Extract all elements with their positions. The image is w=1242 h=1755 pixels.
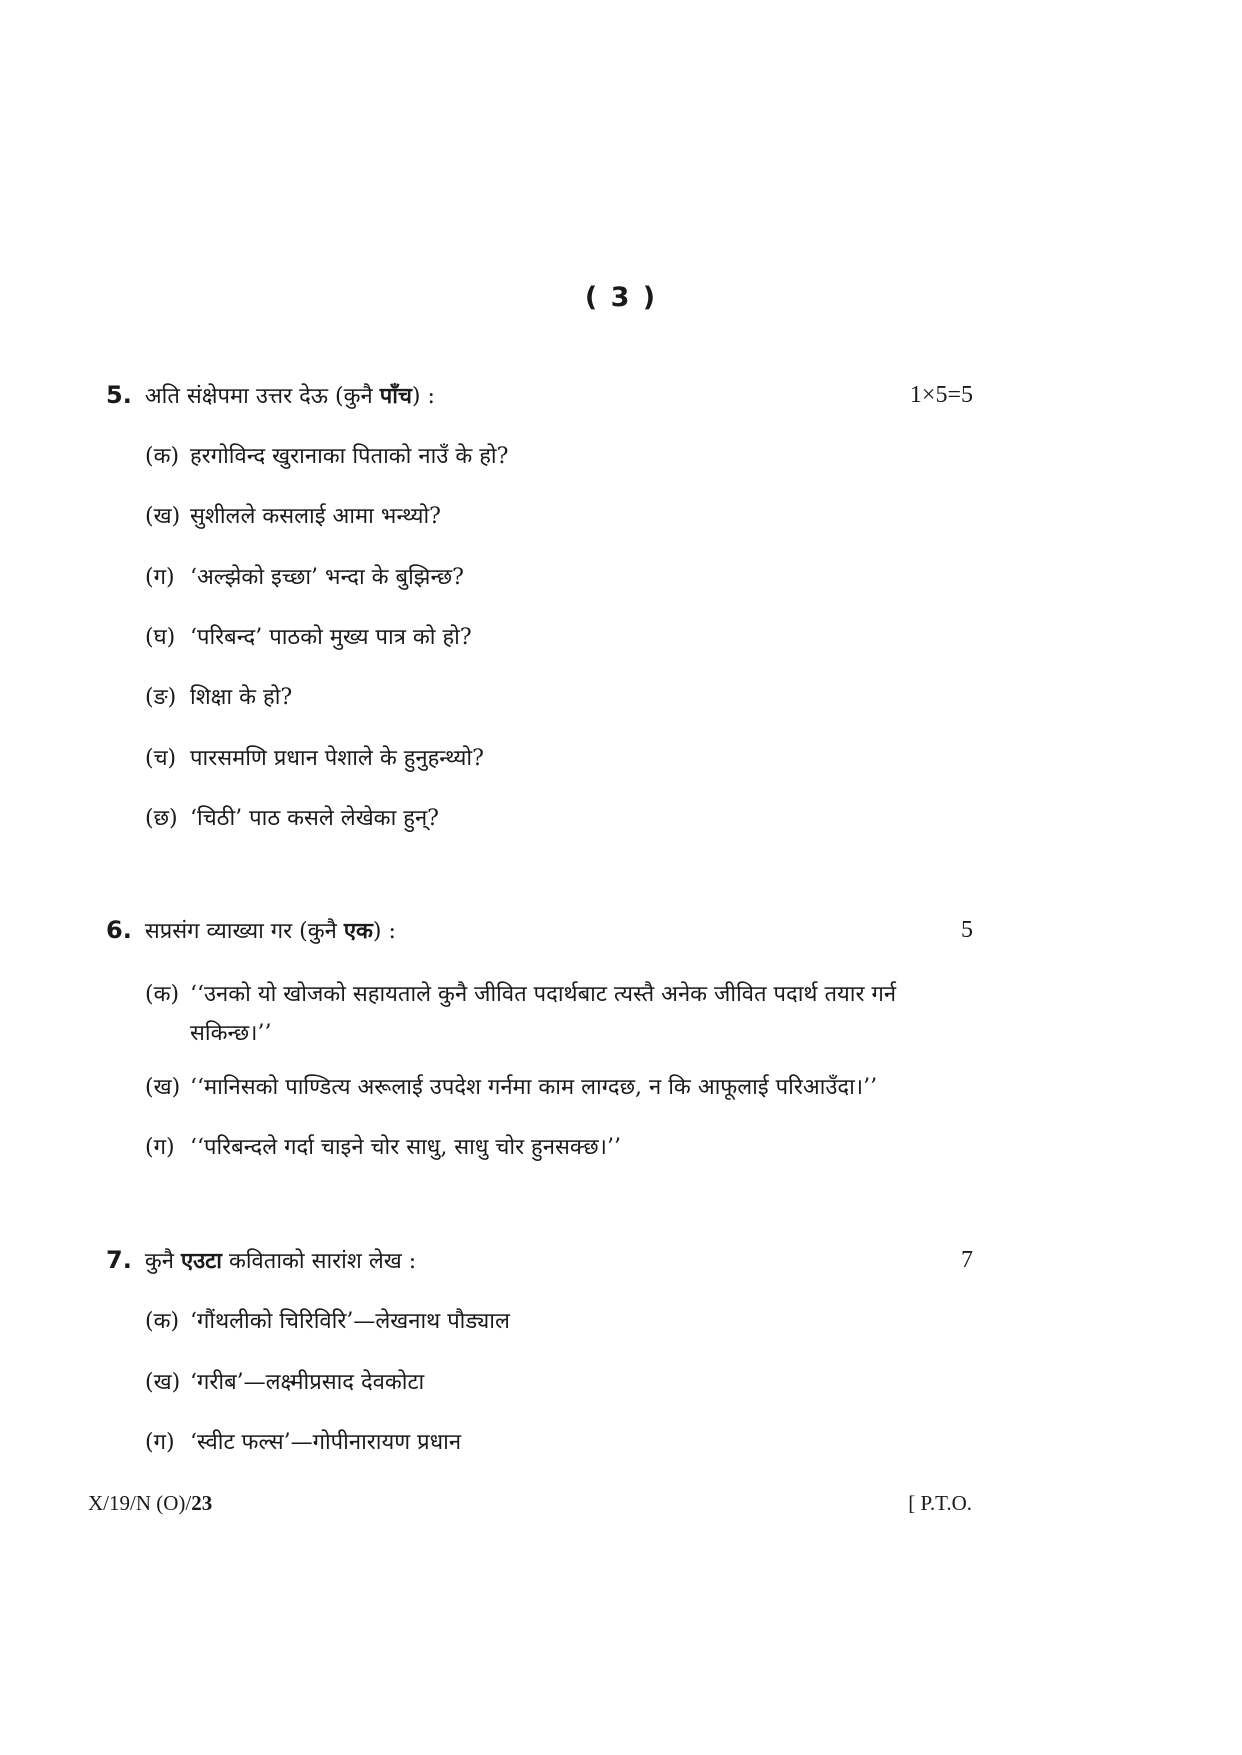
item-text: ‘‘परिबन्दले गर्दा चाइने चोर साधु, साधु चोर हुनसक्छ।’’ bbox=[190, 1135, 621, 1160]
question-number: 7. bbox=[106, 1246, 132, 1274]
question-prompt: सप्रसंग व्याख्या गर (कुनै bbox=[144, 919, 337, 944]
item-text: ‘परिबन्द’ पाठको मुख्य पात्र को हो? bbox=[190, 625, 472, 650]
list-item bbox=[145, 561, 925, 594]
question-prompt-emphasis: एक bbox=[343, 918, 373, 944]
question-prompt: अति संक्षेपमा उत्तर देऊ (कुनै bbox=[144, 384, 373, 409]
question-number: 6. bbox=[106, 916, 132, 944]
question-marks: 5 bbox=[961, 917, 973, 943]
question-number: 5. bbox=[106, 381, 132, 409]
item-label: (क) bbox=[145, 444, 180, 469]
item-label: (ख) bbox=[145, 504, 181, 529]
paper-code-number: 23 bbox=[191, 1491, 213, 1515]
item-label: (ख) bbox=[145, 1370, 181, 1395]
list-item bbox=[145, 802, 925, 835]
list-item bbox=[145, 440, 925, 473]
item-label: (क) bbox=[145, 1309, 180, 1334]
list-item bbox=[145, 1426, 925, 1459]
item-text: शिक्षा के हो? bbox=[190, 685, 293, 710]
item-label: (ग) bbox=[145, 1135, 175, 1160]
item-text: पारसमणि प्रधान पेशाले के हुनुहन्थ्यो? bbox=[190, 746, 484, 771]
question-prompt-emphasis: एउटा bbox=[180, 1248, 222, 1274]
list-item bbox=[145, 1071, 925, 1104]
item-label: (च) bbox=[145, 746, 177, 771]
list-item bbox=[145, 742, 925, 775]
item-label: (क) bbox=[145, 982, 180, 1007]
list-item bbox=[145, 1131, 925, 1164]
item-text: हरगोविन्द खुरानाका पिताको नाउँ के हो? bbox=[190, 444, 509, 469]
item-label: (ख) bbox=[145, 1075, 181, 1100]
item-text: ‘गरीब’—लक्ष्मीप्रसाद देवकोटा bbox=[190, 1370, 425, 1395]
list-item bbox=[145, 975, 925, 1053]
pto-marker: [ P.T.O. bbox=[908, 1491, 972, 1515]
item-label: (ङ) bbox=[145, 685, 177, 710]
item-text: ‘स्वीट फल्स’—गोपीनारायण प्रधान bbox=[190, 1430, 462, 1455]
item-label: (ग) bbox=[145, 565, 175, 590]
question-6-heading bbox=[106, 915, 973, 947]
paper-code bbox=[88, 1491, 212, 1516]
question-prompt-emphasis: पाँच bbox=[379, 383, 412, 409]
item-text: ‘‘मानिसको पाण्डित्य अरूलाई उपदेश गर्नमा काम लाग्दछ, न कि आफूलाई परिआउँदा।’’ bbox=[190, 1075, 878, 1100]
list-item bbox=[145, 1305, 925, 1338]
question-prompt-end: कविताको सारांश लेख : bbox=[228, 1249, 417, 1274]
item-text: सुशीलले कसलाई आमा भन्थ्यो? bbox=[190, 504, 441, 529]
item-text: ‘गौंथलीको चिरिविरि’—लेखनाथ पौड्याल bbox=[190, 1309, 510, 1334]
item-text: ‘‘उनको यो खोजको सहायताले कुनै जीवित पदार्थबाट त्यस्तै अनेक जीवित पदार्थ तयार गर्न सकिन्छ।’’ bbox=[190, 982, 897, 1046]
paper-code-prefix: X/19/N (O)/ bbox=[88, 1491, 192, 1515]
question-5-heading bbox=[106, 380, 973, 412]
question-marks: 7 bbox=[961, 1247, 973, 1273]
question-7-heading bbox=[106, 1245, 973, 1277]
list-item bbox=[145, 621, 925, 654]
list-item bbox=[145, 1366, 925, 1399]
list-item bbox=[145, 681, 925, 714]
list-item bbox=[145, 500, 925, 533]
item-label: (ग) bbox=[145, 1430, 175, 1455]
item-label: (घ) bbox=[145, 625, 176, 650]
question-prompt: कुनै bbox=[144, 1249, 174, 1274]
question-prompt-end: ) : bbox=[372, 919, 396, 944]
question-prompt-end: ) : bbox=[411, 384, 435, 409]
page-number: ( 3 ) bbox=[584, 282, 658, 313]
item-text: ‘अल्झेको इच्छा’ भन्दा के बुझिन्छ? bbox=[190, 565, 464, 590]
item-text: ‘चिठी’ पाठ कसले लेखेका हुन्? bbox=[190, 806, 439, 831]
question-marks: 1×5=5 bbox=[909, 382, 973, 408]
item-label: (छ) bbox=[145, 806, 178, 831]
